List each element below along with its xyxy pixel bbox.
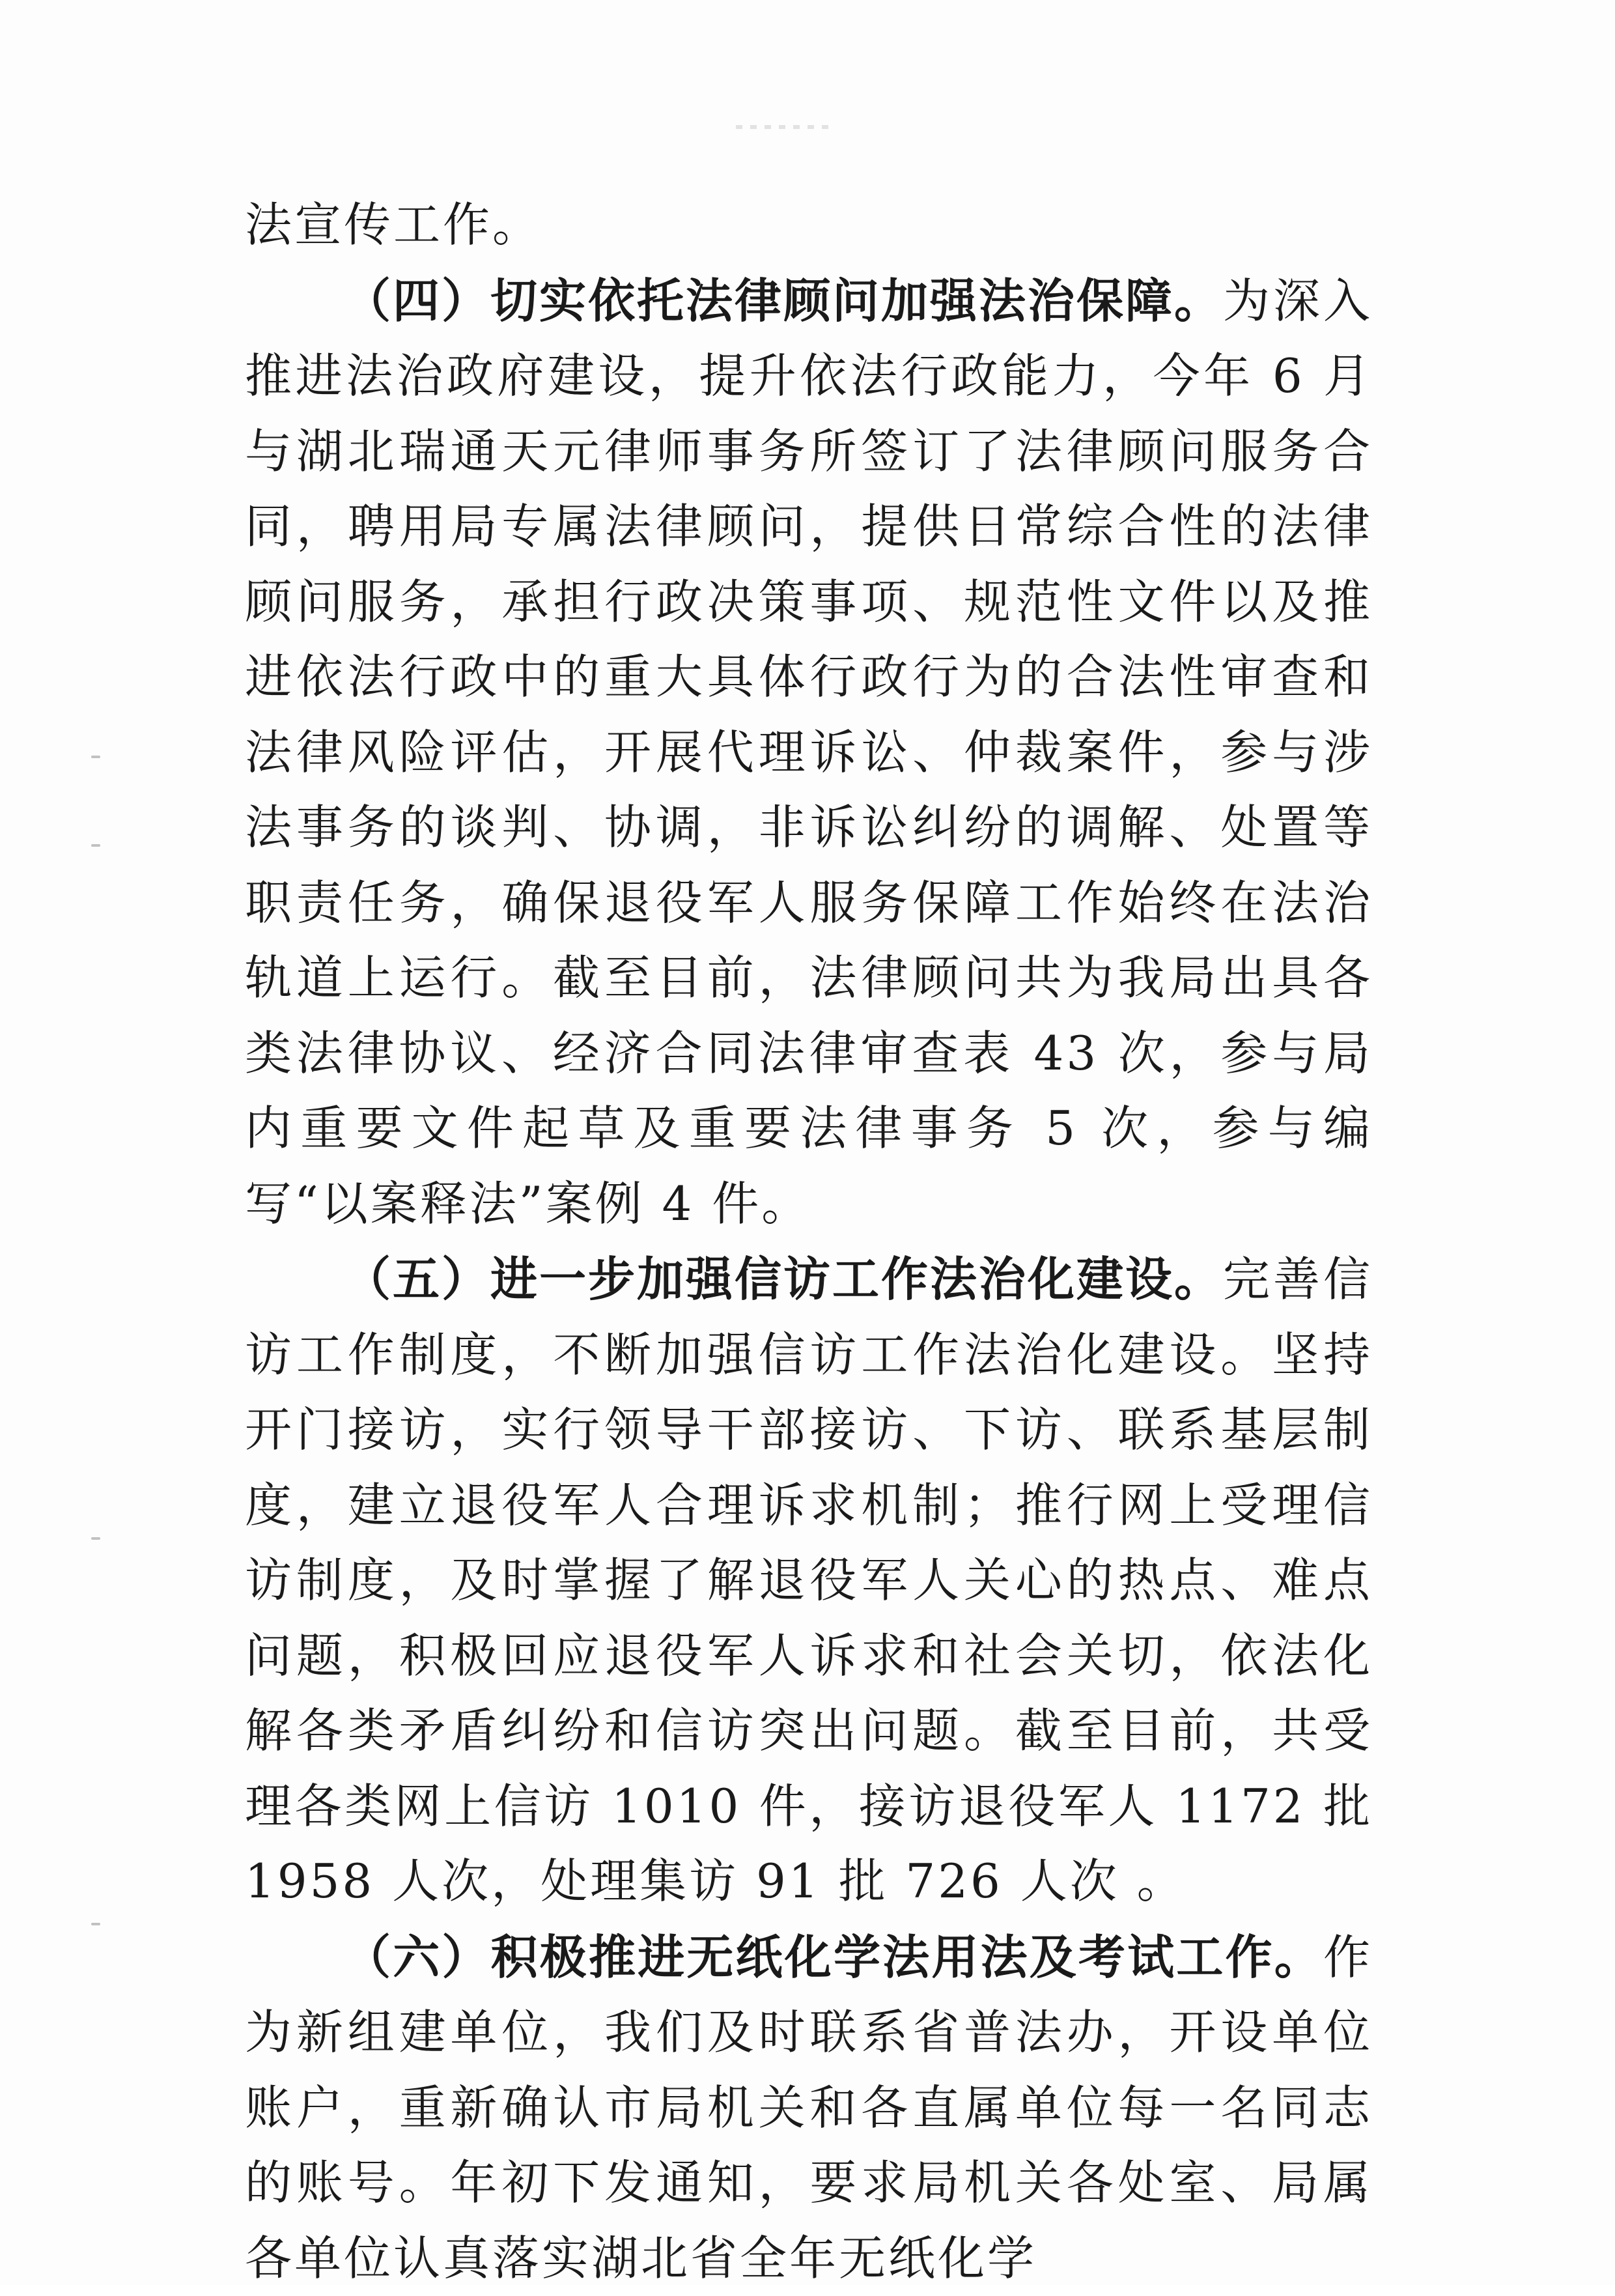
section-heading-5: （五）进一步加强信访工作法治化建设。 — [344, 1251, 1223, 1307]
scan-margin-mark — [91, 756, 100, 758]
section-paragraph-4 — [245, 263, 1373, 1242]
section-paragraph-6 — [245, 1920, 1373, 2296]
scan-margin-mark — [91, 1923, 100, 1925]
scan-margin-mark — [91, 844, 100, 847]
section-heading-4: （四）切实依托法律顾问加强法治保障。 — [344, 273, 1223, 328]
document-body — [245, 188, 1373, 2296]
section-body-4: 为深入推进法治政府建设，提升依法行政能力，今年 6 月与湖北瑞通天元律师事务所签订了法律顾问服务合同，聘用局专属法律顾问，提供日常综合性的法律顾问服务，承担行政决策事项、规范性文件以及推进依法行政中的重大具体行政行为的合法性审查和法律风险评估，开展代理诉讼、仲裁案件，参与涉法事务的谈判、协调，非诉讼纠纷的调解、处置等职责任务，确保退役军人服务保障工作始终在法治轨道上运行。截至目前，法律顾问共为我局出具各类法律协议、经济合同法律审查表 43 次，参与局内重要文件起草及重要法律事务 5 次，参与编写“以案释法”案例 4 件。 — [245, 274, 1373, 1231]
scan-smudge — [736, 125, 834, 129]
section-heading-6: （六）积极推进无纸化学法用法及考试工作。 — [344, 1929, 1323, 1985]
section-body-5: 完善信访工作制度，不断加强信访工作法治化建设。坚持开门接访，实行领导干部接访、下访、联系基层制度，建立退役军人合理诉求机制；推行网上受理信访制度，及时掌握了解退役军人关心的热点、难点问题，积极回应退役军人诉求和社会关切，依法化解各类矛盾纠纷和信访突出问题。截至目前，共受理各类网上信访 1010 件，接访退役军人 1172 批 1958 人次，处理集访 91 批 726 人次 。 — [245, 1252, 1373, 1908]
scan-margin-mark — [91, 1537, 100, 1540]
section-paragraph-5 — [245, 1241, 1373, 1920]
section-body-6: 作为新组建单位，我们及时联系省普法办，开设单位账户，重新确认市局机关和各直属单位每一名同志的账号。年初下发通知，要求局机关各处室、局属各单位认真落实湖北省全年无纸化学 — [245, 1930, 1373, 2286]
continuation-paragraph: 法宣传工作。 — [245, 188, 1373, 263]
